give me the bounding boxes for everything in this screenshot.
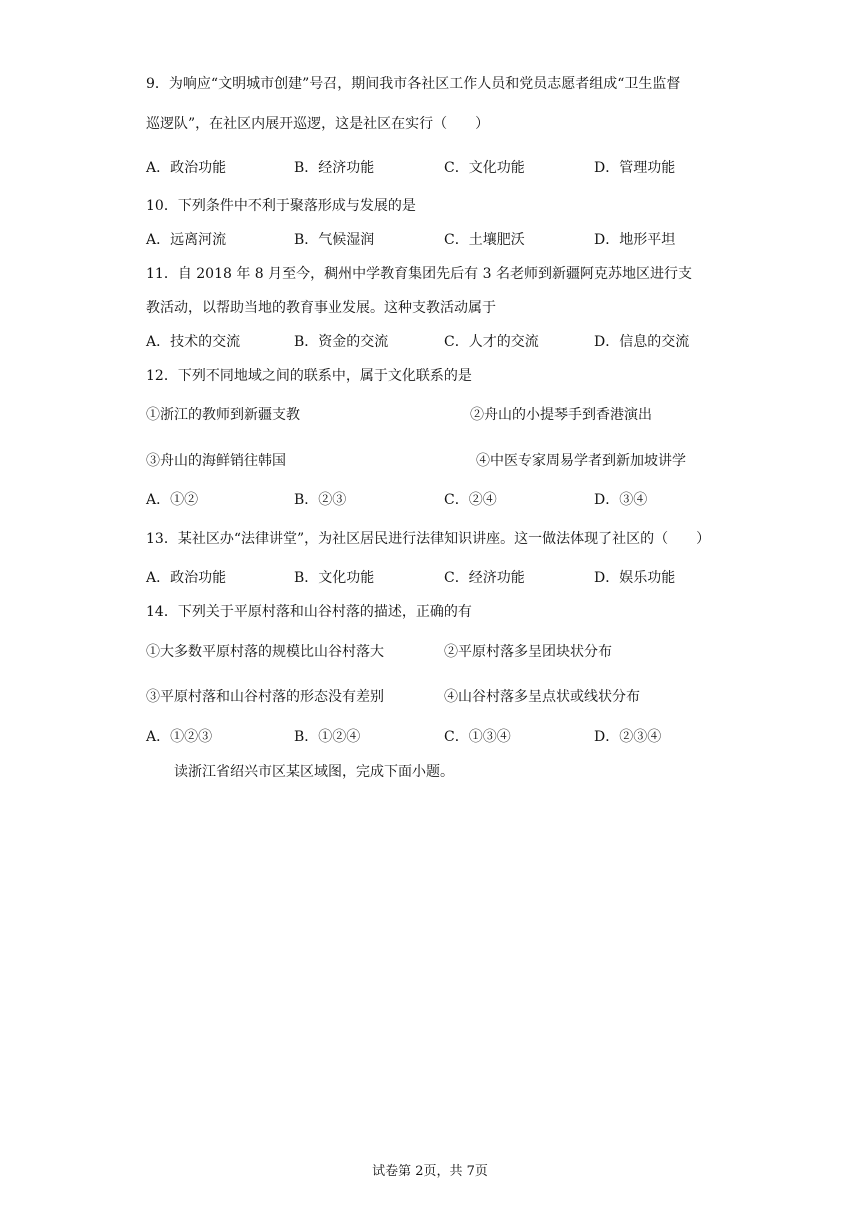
question-14-option-a: A．①②③ [146,729,213,745]
question-9-option-b: B．经济功能 [294,160,375,176]
question-14-option-b: B．①②④ [294,729,361,745]
question-10-option-d: D．地形平坦 [594,232,676,248]
question-9-stem-line-2: 巡逻队”，在社区内展开巡逻，这是社区在实行（ ） [146,116,490,132]
question-11-option-b: B．资金的交流 [294,334,389,350]
question-11-stem-line-1: 11．自 2018 年 8 月至今，稠州中学教育集团先后有 3 名老师到新疆阿克苏地区进行支 [146,266,692,282]
question-12-stem: 12．下列不同地域之间的联系中，属于文化联系的是 [146,368,472,384]
question-14-stem: 14．下列关于平原村落和山谷村落的描述，正确的有 [146,604,472,620]
question-12-item-4: ④中医专家周易学者到新加坡讲学 [476,453,686,469]
question-13-option-a: A．政治功能 [146,570,227,586]
question-12-option-b: B．②③ [294,492,347,508]
question-10-option-a: A．远离河流 [146,232,227,248]
question-9-stem-line-1: 9．为响应“文明城市创建”号召，期间我市各社区工作人员和党员志愿者组成“卫生监督 [146,76,681,92]
question-14-option-c: C．①③④ [444,729,511,745]
question-13-stem: 13．某社区办“法律讲堂”，为社区居民进行法律知识讲座。这一做法体现了社区的（ ） [146,531,711,547]
question-11-option-d: D．信息的交流 [594,334,690,350]
question-12-item-1: ①浙江的教师到新疆支教 [146,407,300,423]
question-14-item-1: ①大多数平原村落的规模比山谷村落大 [146,644,384,660]
question-14-item-4: ④山谷村落多呈点状或线状分布 [444,689,640,705]
page-footer: 试卷第 2页，共 7页 [372,1164,488,1179]
question-9-option-c: C．文化功能 [444,160,525,176]
question-9-option-d: D．管理功能 [594,160,676,176]
question-14-item-3: ③平原村落和山谷村落的形态没有差别 [146,689,384,705]
question-11-option-a: A．技术的交流 [146,334,241,350]
question-11-stem-line-2: 教活动，以帮助当地的教育事业发展。这种支教活动属于 [146,300,496,316]
question-13-option-d: D．娱乐功能 [594,570,676,586]
question-14-item-2: ②平原村落多呈团块状分布 [444,644,612,660]
question-10-option-b: B．气候湿润 [294,232,375,248]
question-12-item-3: ③舟山的海鲜销往韩国 [146,453,286,469]
question-12-item-2: ②舟山的小提琴手到香港演出 [470,407,652,423]
question-10-stem: 10．下列条件中不利于聚落形成与发展的是 [146,198,416,214]
question-13-option-b: B．文化功能 [294,570,375,586]
question-10-option-c: C．土壤肥沃 [444,232,525,248]
question-11-option-c: C．人才的交流 [444,334,539,350]
question-12-option-d: D．③④ [594,492,648,508]
question-12-option-c: C．②④ [444,492,497,508]
question-13-option-c: C．经济功能 [444,570,525,586]
question-9-option-a: A．政治功能 [146,160,227,176]
question-12-option-a: A．①② [146,492,199,508]
map-question-intro: 读浙江省绍兴市区某区域图，完成下面小题。 [174,764,454,780]
question-14-option-d: D．②③④ [594,729,662,745]
